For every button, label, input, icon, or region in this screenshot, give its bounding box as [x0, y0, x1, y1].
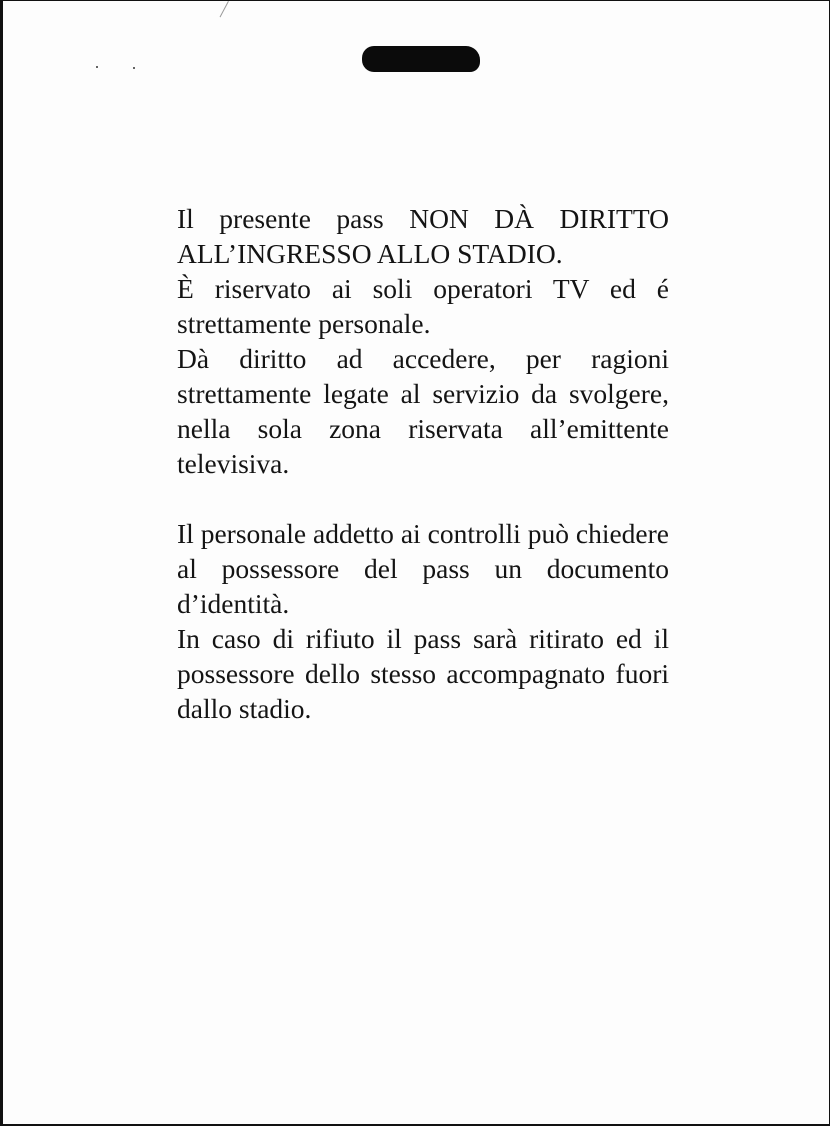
dust-speck: [96, 66, 98, 68]
pass-terms: [177, 201, 669, 726]
paper-crease: [220, 1, 229, 17]
notice-refusal: In caso di rifiuto il pass sarà ritirato ed il possessore dello stesso accompagnato fuori dallo stadio.: [177, 623, 669, 724]
paragraph-gap: [177, 481, 669, 516]
notice-access-zone: Dà diritto ad accedere, per ragioni strettamente legate al servizio da svolgere, nella sola zona riservata all’emittente televisiva.: [177, 343, 669, 479]
notice-reserved-personal: È riservato ai soli operatori TV ed é strettamente personale.: [177, 273, 669, 339]
notice-no-entry: Il presente pass NON DÀ DIRITTO ALL’INGRESSO ALLO STADIO.: [177, 203, 669, 269]
dust-speck: [133, 67, 135, 69]
redaction-mark: [362, 46, 480, 72]
notice-id-check: Il personale addetto ai controlli può chiedere al possessore del pass un documento d’identità.: [177, 518, 669, 619]
